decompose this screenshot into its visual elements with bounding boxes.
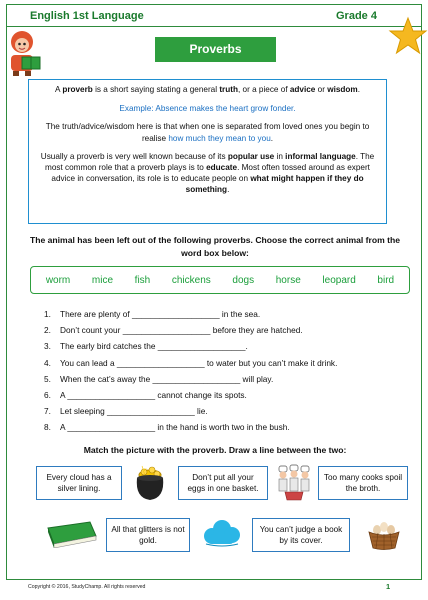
- exercise-instruction: The animal has been left out of the following proverbs. Choose the correct animal from the word box below:: [29, 235, 401, 258]
- proverb-box-eggs[interactable]: Don’t put all your eggs in one basket.: [178, 466, 268, 500]
- question-item: 7. Let sleeping ___________________ lie.: [44, 406, 208, 417]
- pot-of-gold-icon[interactable]: [130, 462, 170, 504]
- proverb-box-cloud[interactable]: Every cloud has a silver lining.: [36, 466, 122, 500]
- egg-basket-icon[interactable]: [366, 516, 402, 552]
- proverb-box-glitters[interactable]: All that glitters is not gold.: [106, 518, 190, 552]
- usage-paragraph: Usually a proverb is very well known because of its popular use in informal language. The most common role that a proverb plays is to educate. Most often tossed around as expert advice in conversation, its role is to educate people on what might happen if they do something.: [40, 151, 375, 195]
- question-item: 5. When the cat’s away the ___________________ will play.: [44, 373, 274, 384]
- word-box: [30, 266, 410, 294]
- header-rule: [6, 26, 422, 27]
- explanation-paragraph: The truth/advice/wisdom here is that when one is separated from loved ones you begin to realise how much they mean to you.: [45, 122, 370, 143]
- word-option: bird: [377, 274, 395, 286]
- word-option: chickens: [171, 274, 211, 286]
- cooks-icon[interactable]: [276, 462, 312, 502]
- page-number: 1: [386, 582, 391, 591]
- definition-box: [28, 79, 387, 224]
- question-item: 4. You can lead a ___________________ to water but you can’t make it drink.: [44, 357, 338, 368]
- question-item: 6. A ___________________ cannot change its spots.: [44, 390, 247, 401]
- subject-label: English 1st Language: [30, 10, 144, 22]
- word-option: mice: [91, 274, 114, 286]
- cloud-icon[interactable]: [200, 518, 244, 550]
- star-icon: [388, 16, 428, 56]
- question-item: 3. The early bird catches the ___________________.: [44, 341, 248, 352]
- book-icon[interactable]: [44, 520, 100, 548]
- question-item: 1. There are plenty of ___________________ in the sea.: [44, 309, 261, 319]
- example-text: Example: Absence makes the heart grow fonder.: [119, 104, 296, 114]
- question-item: 2. Don’t count your ___________________ before they are hatched.: [44, 325, 303, 336]
- proverb-box-book[interactable]: You can’t judge a book by its cover.: [252, 518, 350, 552]
- word-option: fish: [134, 274, 151, 286]
- word-option: leopard: [322, 274, 356, 286]
- definition-paragraph: A proverb is a short saying stating a general truth, or a piece of advice or wisdom.: [55, 85, 360, 94]
- proverb-box-cooks[interactable]: Too many cooks spoil the broth.: [318, 466, 408, 500]
- grade-label: Grade 4: [336, 10, 377, 22]
- word-option: dogs: [232, 274, 255, 286]
- word-option: horse: [275, 274, 301, 286]
- page-title: Proverbs: [155, 37, 276, 62]
- copyright-text: Copyright © 2016, StudyChamp. All rights reserved: [28, 584, 146, 590]
- question-list: [44, 306, 404, 436]
- word-option: worm: [45, 274, 71, 286]
- mascot-icon: [2, 28, 46, 78]
- question-item: 8. A ___________________ in the hand is worth two in the bush.: [44, 422, 290, 433]
- match-instruction: Match the picture with the proverb. Draw a line between the two:: [83, 445, 347, 455]
